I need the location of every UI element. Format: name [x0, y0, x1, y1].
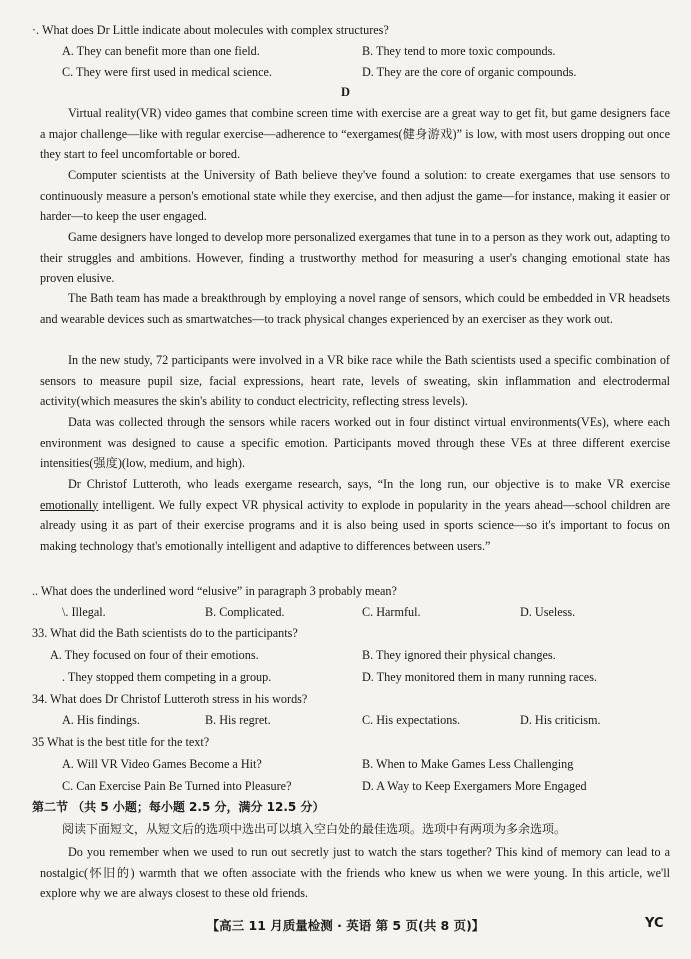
passage-paragraph-1: Virtual reality(VR) video games that combine screen time with exercise are a great way to get fit, but game designers face a major challenge—like with regular exercise—adherence to “exergames(健身游戏)” is low, with most users dropping out once they start to feel uncomfortable or bored. [40, 106, 670, 161]
q31-stem: ·. What does Dr Little indicate about molecules with complex structures? [32, 23, 389, 37]
q35-option-b: B. When to Make Games Less Challenging [362, 757, 574, 771]
q34-option-a: A. His findings. [62, 713, 140, 727]
q31-option-a: A. They can benefit more than one field. [62, 44, 260, 58]
q33-option-d: D. They monitored them in many running races. [362, 670, 598, 684]
q31-option-d: D. They are the core of organic compounds. [362, 65, 577, 79]
passage-letter: D [340, 85, 351, 99]
passage-paragraph-3: Game designers have longed to develop more personalized exergames that tune in to a person as they work out, adapting to their struggles and ambitions. However, finding a trustworthy method for measuring a user's changing emotional state has proven elusive. [40, 230, 670, 285]
footer-code: YC [645, 916, 664, 931]
page-footer: 【高三 11 月质量检测 · 英语 第 5 页(共 8 页)】 [206, 918, 485, 933]
q33-option-c: . They stopped them competing in a group. [62, 670, 272, 684]
q34-stem: 34. What does Dr Christof Lutteroth stress in his words? [32, 692, 308, 706]
underlined-word: emotionally [40, 497, 99, 512]
section2-heading: 第二节 （共 5 小题；每小题 2.5 分，满分 12.5 分） [32, 800, 325, 814]
q32-option-b: B. Complicated. [205, 605, 285, 619]
q35-option-a: A. Will VR Video Games Become a Hit? [62, 757, 262, 771]
passage-paragraph-4: The Bath team has made a breakthrough by employing a novel range of sensors, which could be embedded in VR headsets and wearable devices such as smartwatches—to track physical changes experienced by an exerciser as they work out. [40, 291, 670, 326]
q35-option-c: C. Can Exercise Pain Be Turned into Pleasure? [62, 779, 292, 793]
passage-paragraph-5: In the new study, 72 participants were involved in a VR bike race while the Bath scientists used a specific combination of sensors to measure pupil size, facial expressions, heart rate, levels of sweating, skin inflammation and electrodermal activity(which measures the skin's ability to conduct electricity, reflecting stress levels). [40, 353, 670, 408]
q32-option-a: \. Illegal. [62, 605, 106, 619]
q34-option-c: C. His expectations. [362, 713, 461, 727]
passage-paragraph-2: Computer scientists at the University of Bath believe they've found a solution: to create exergames that use sensors to continuously measure a person's emotional state while they exercise, and then adjust the game—for instance, making it easier or harder—to keep the user engaged. [40, 168, 670, 223]
q33-option-a: A. They focused on four of their emotions. [50, 648, 259, 662]
q35-option-d: D. A Way to Keep Exergamers More Engaged [362, 779, 587, 793]
q34-option-b: B. His regret. [205, 713, 271, 727]
q31-option-c: C. They were first used in medical science. [62, 65, 272, 79]
q32-option-c: C. Harmful. [362, 605, 421, 619]
q35-stem: 35 What is the best title for the text? [32, 735, 210, 749]
q31-option-b: B. They tend to more toxic compounds. [362, 44, 556, 58]
q32-option-d: D. Useless. [520, 605, 576, 619]
passage-paragraph-6: Data was collected through the sensors while racers worked out in four distinct virtual environments(VEs), where each environment was designed to cause a specific emotion. Participants moved through these VEs at three different exercise intensities(强度)(low, medium, and high). [40, 415, 670, 470]
q33-stem: 33. What did the Bath scientists do to the participants? [32, 626, 298, 640]
section2-instruction: 阅读下面短文，从短文后的选项中选出可以填入空白处的最佳选项。选项中有两项为多余选项。 [62, 822, 567, 836]
passage-paragraph-7: Dr Christof Lutteroth, who leads exergame research, says, “In the long run, our objective is to make VR exercise emotionally intelligent. We fully expect VR physical activity to explode in popularity in the years ahead—school children are already using it as part of their exercise programs and it is also being used in sports science—so it's important to focus on making technology that's emotionally intelligent and adaptive to differences between users.” [40, 477, 670, 553]
section2-passage: Do you remember when we used to run out secretly just to watch the stars together? This kind of memory can lead to a nostalgic(怀旧的) warmth that we often associate with the friends who knew us when we were young. In this article, we'll explore why we are always closest to these old friends. [40, 845, 670, 900]
q33-option-b: B. They ignored their physical changes. [362, 648, 556, 662]
q34-option-d: D. His criticism. [520, 713, 601, 727]
q32-stem: .. What does the underlined word “elusive” in paragraph 3 probably mean? [32, 584, 397, 598]
